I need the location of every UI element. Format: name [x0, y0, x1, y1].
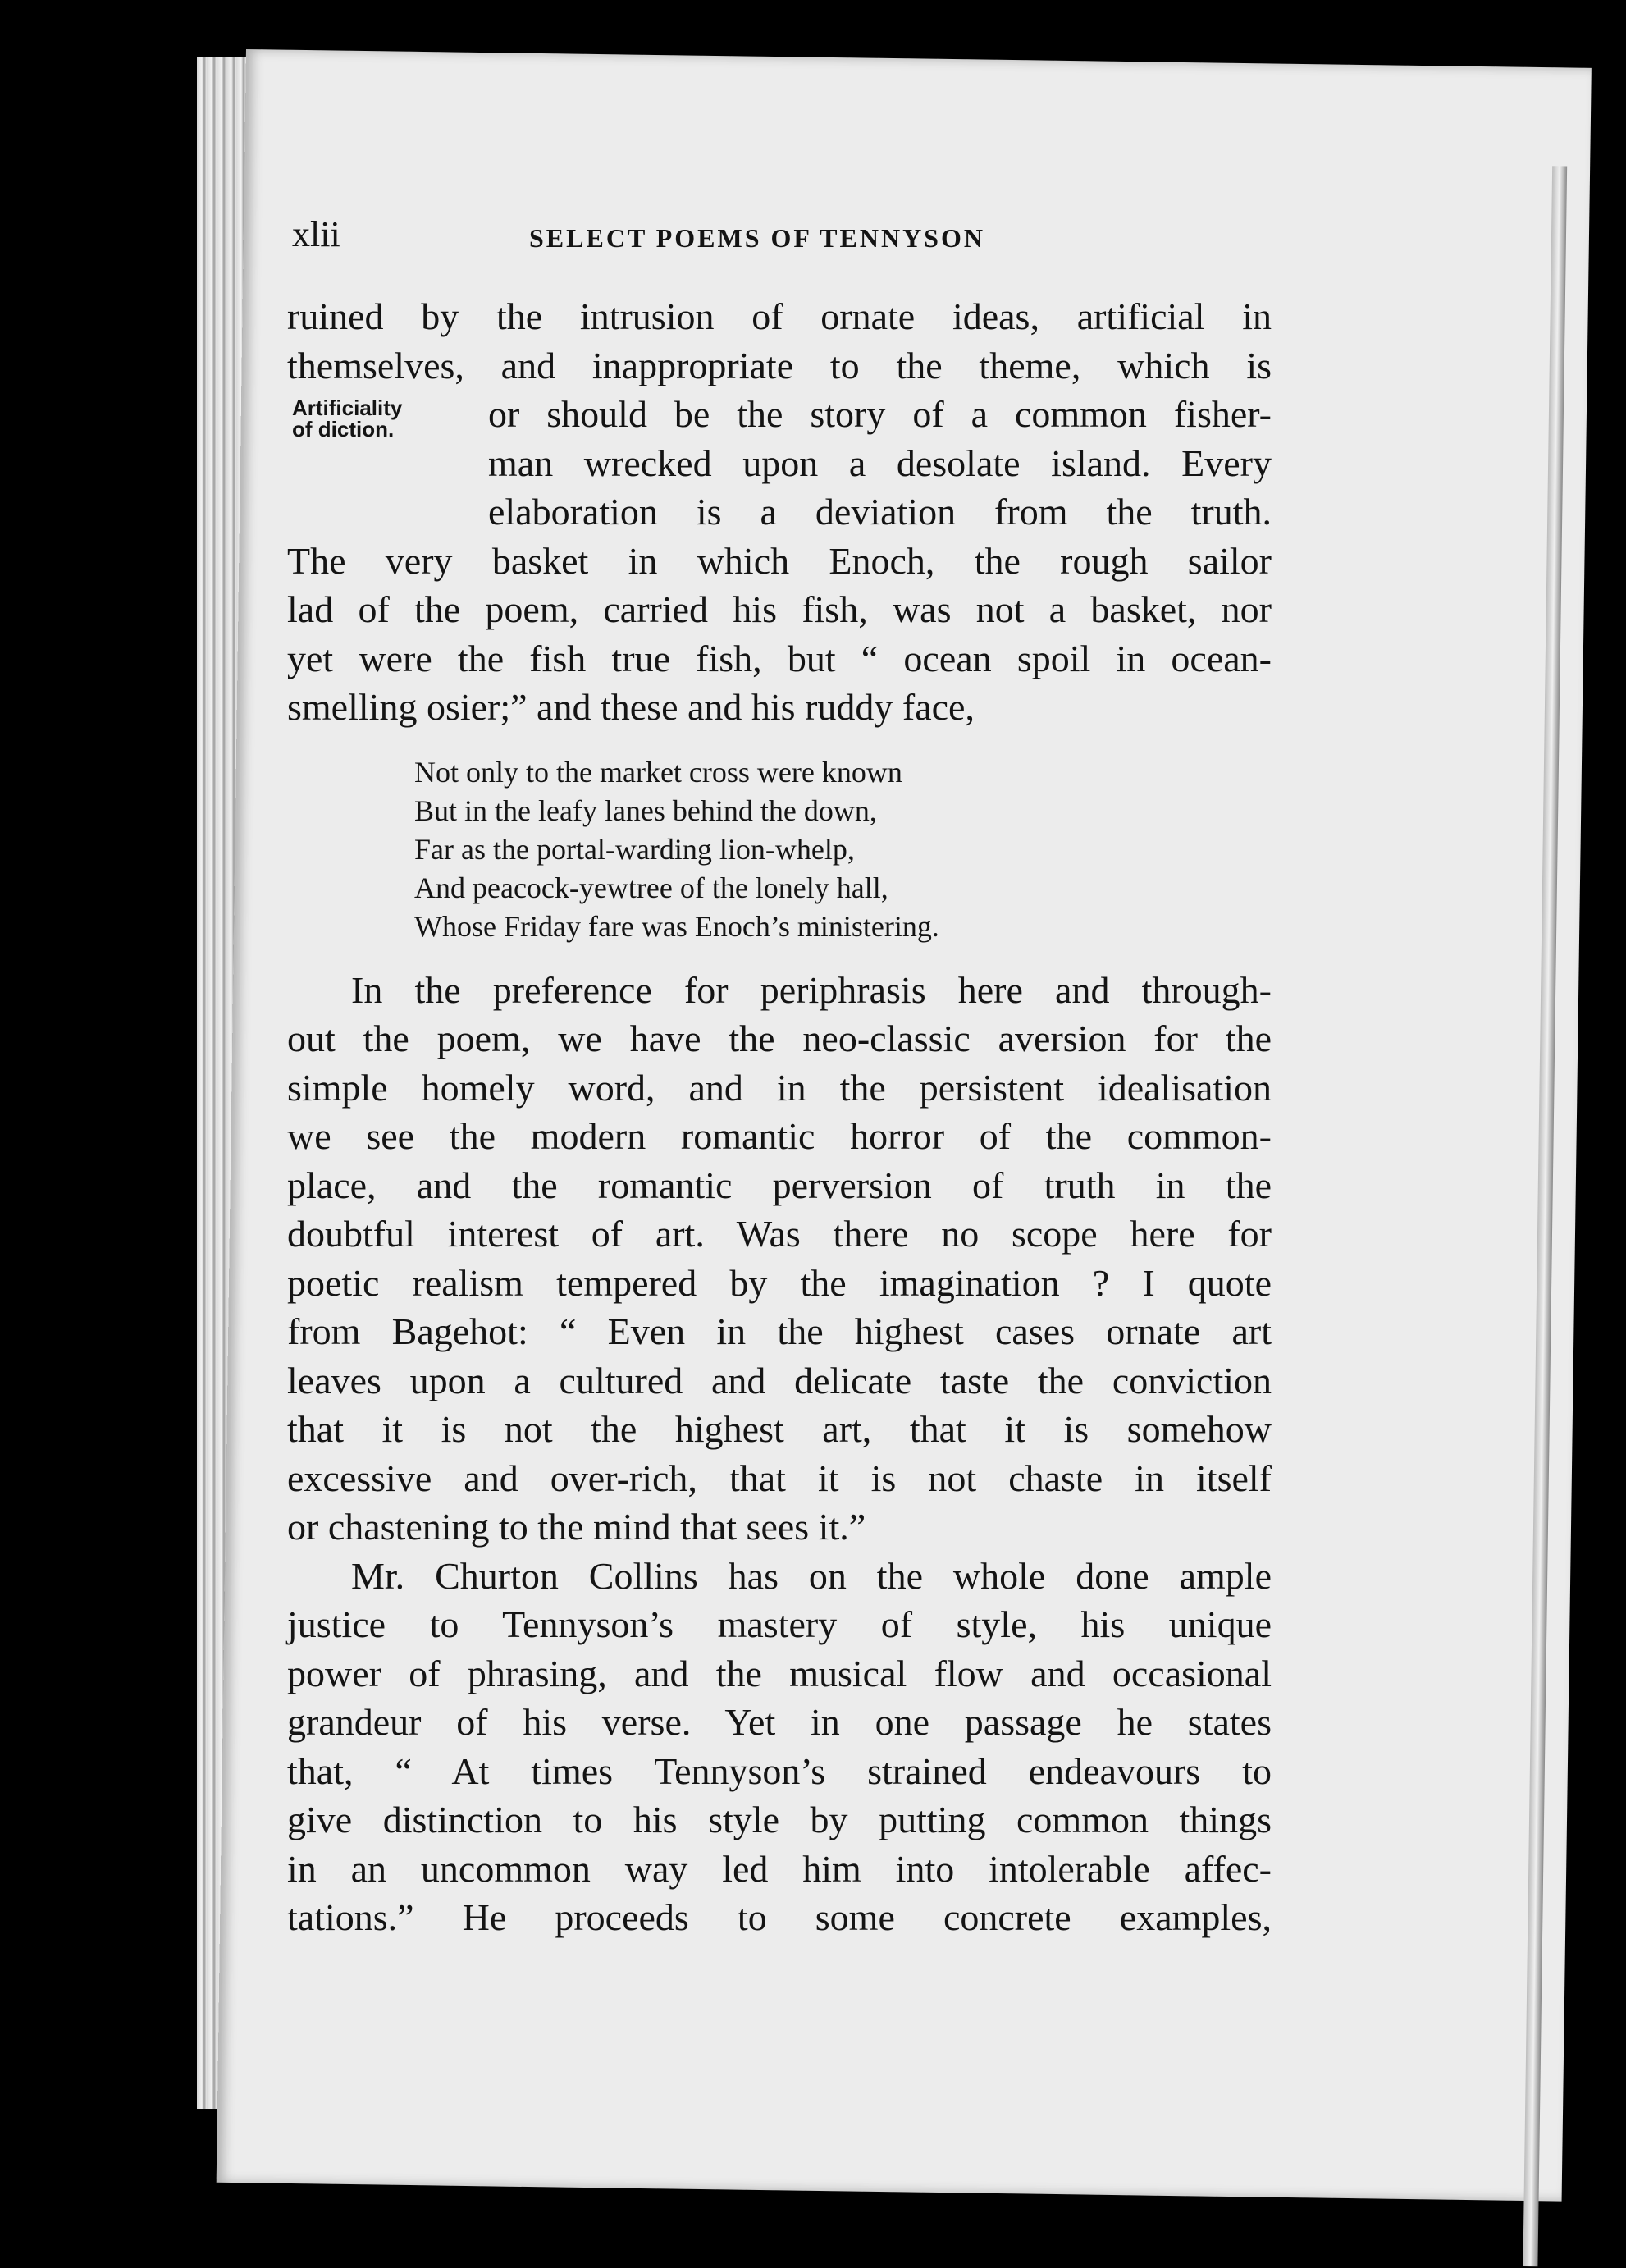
text-line: doubtful interest of art. Was there no scope here for: [287, 1213, 1272, 1255]
text-line: elaboration is a deviation from the truth.: [488, 491, 1272, 533]
text-line: that it is not the highest art, that it is somehow: [287, 1408, 1272, 1450]
text-line: poetic realism tempered by the imagination ? I quote: [287, 1261, 1272, 1304]
running-head: [287, 213, 1272, 271]
verse-line: Far as the portal-warding lion-whelp,: [414, 832, 855, 866]
text-line: themselves, and inappropriate to the theme, which is: [287, 344, 1272, 386]
text-line: man wrecked upon a desolate island. Every: [488, 441, 1272, 484]
text-line: we see the modern romantic horror of the common-: [287, 1115, 1272, 1157]
text-line: excessive and over-rich, that it is not chaste in itself: [287, 1456, 1272, 1499]
text-line: leaves upon a cultured and delicate taste the conviction: [287, 1359, 1272, 1401]
margin-note-line: of diction.: [292, 417, 395, 441]
text-line: smelling osier;” and these and his ruddy face,: [287, 686, 975, 728]
page-content: [287, 213, 1272, 1942]
margin-note-line: Artificiality: [292, 396, 403, 420]
verse-line: But in the leafy lanes behind the down,: [414, 793, 877, 827]
text-line: Mr. Churton Collins has on the whole done ample: [351, 1554, 1272, 1597]
text-line: In the preference for periphrasis here and through-: [351, 968, 1272, 1011]
verse-line: And peacock-yewtree of the lonely hall,: [414, 871, 888, 904]
text-line: The very basket in which Enoch, the rough sailor: [287, 539, 1272, 582]
text-line: simple homely word, and in the persistent idealisation: [287, 1066, 1272, 1109]
text-line: grandeur of his verse. Yet in one passage he states: [287, 1701, 1272, 1743]
text-line: or chastening to the mind that sees it.”: [287, 1506, 866, 1548]
text-line: tations.” He proceeds to some concrete examples,: [287, 1896, 1272, 1938]
text-line: ruined by the intrusion of ornate ideas, artificial in: [287, 295, 1272, 337]
body-text: [287, 292, 1272, 1942]
running-title: SELECT POEMS OF TENNYSON: [529, 223, 985, 253]
text-line: out the poem, we have the neo-classic aversion for the: [287, 1017, 1272, 1059]
text-line: yet were the fish true fish, but “ ocean spoil in ocean-: [287, 637, 1272, 679]
text-line: lad of the poem, carried his fish, was not a basket, nor: [287, 588, 1272, 630]
page-right-edge: [1523, 166, 1567, 2266]
text-line: or should be the story of a common fisher-: [488, 393, 1272, 435]
text-line: from Bagehot: “ Even in the highest cases ornate art: [287, 1310, 1272, 1352]
verse-line: Not only to the market cross were known: [414, 755, 902, 789]
text-line: power of phrasing, and the musical flow and occasional: [287, 1652, 1272, 1694]
text-line: justice to Tennyson’s mastery of style, his unique: [287, 1603, 1272, 1645]
verse-quotation: [414, 753, 1272, 946]
paragraph-1: [287, 292, 1272, 732]
verse-line: Whose Friday fare was Enoch’s ministering.: [414, 909, 939, 943]
text-line: in an uncommon way led him into intolerable affec-: [287, 1847, 1272, 1890]
text-line: place, and the romantic perversion of truth in the: [287, 1164, 1272, 1206]
text-line: that, “ At times Tennyson’s strained endeavours to: [287, 1749, 1272, 1792]
text-line: give distinction to his style by putting common things: [287, 1799, 1272, 1840]
margin-note: [292, 397, 402, 440]
page-number: xlii: [292, 214, 340, 254]
paragraph-2: [287, 966, 1272, 1552]
paragraph-3: [287, 1552, 1272, 1942]
